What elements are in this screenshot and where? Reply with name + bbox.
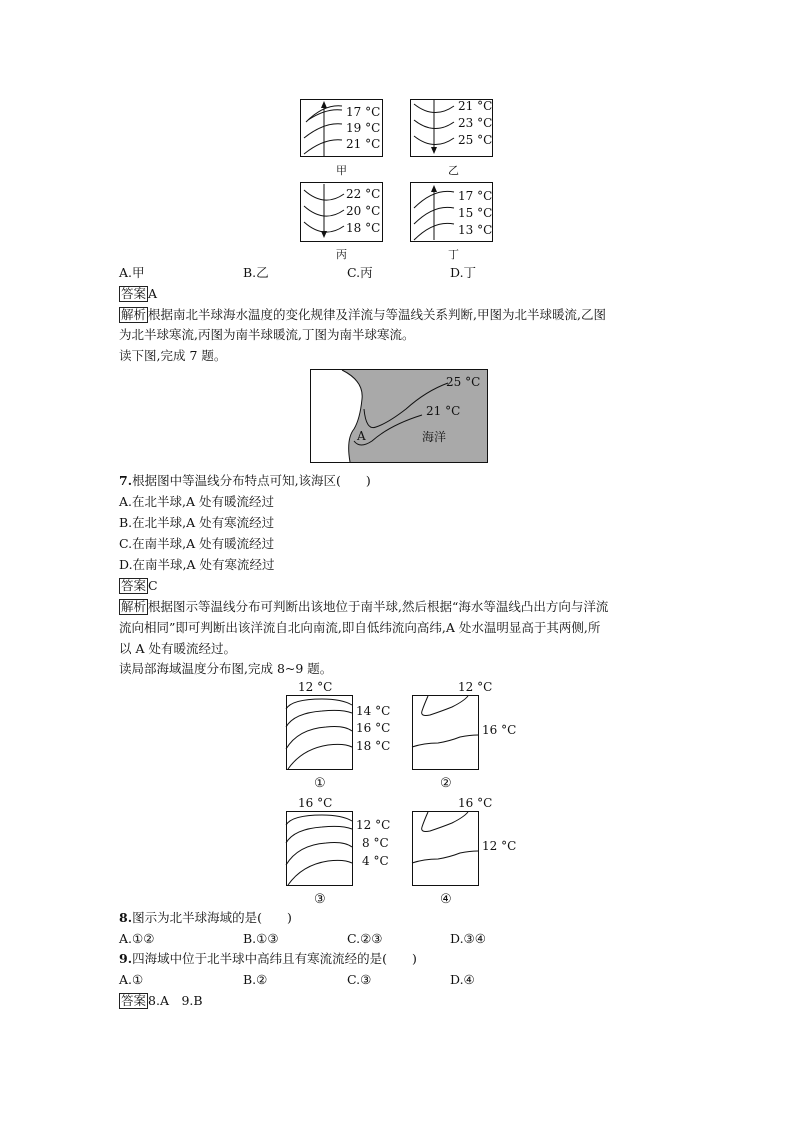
q9-option-c: C.③ (347, 972, 372, 987)
q6-option-c: C.丙 (347, 265, 373, 280)
q7-analysis-line1 (119, 599, 608, 615)
q7-option-c: C.在南半球,A 处有暖流经过 (119, 536, 275, 551)
q9-stem (119, 951, 417, 967)
m4-caption: ④ (440, 892, 452, 907)
m2-top: 12 °C (458, 680, 493, 694)
sea-label: 海洋 (422, 430, 447, 444)
m1-iso-2: 16 °C (356, 721, 391, 735)
analysis-label: 解析 (121, 307, 147, 322)
bing-iso-1: 22 °C (346, 187, 381, 201)
sea-area-4-diagram (408, 795, 538, 907)
yi-iso-3: 25 °C (458, 133, 493, 147)
answer-value: 8.A 9.B (148, 993, 203, 1008)
intro-q7: 读下图,完成 7 题。 (119, 348, 227, 363)
m2-iso-1: 16 °C (482, 723, 517, 737)
m1-iso-1: 14 °C (356, 704, 391, 718)
q8-option-b: B.①③ (243, 931, 279, 946)
q7-analysis-line3: 以 A 处有暖流经过。 (119, 641, 236, 656)
sea-area-3-diagram (282, 795, 412, 907)
q6-option-a: A.甲 (119, 265, 145, 280)
q8-option-a: A.①② (119, 931, 155, 946)
ding-iso-3: 13 °C (458, 223, 493, 237)
sea-area-1 (282, 679, 412, 791)
m3-caption: ③ (314, 892, 326, 907)
sea-area-2-diagram (408, 679, 538, 791)
m3-iso-1: 12 °C (356, 818, 391, 832)
m4-top: 16 °C (458, 796, 493, 810)
ding-iso-1: 17 °C (458, 189, 493, 203)
sea-area-1-diagram (282, 679, 412, 791)
analysis-text: 根据图示等温线分布可判断出该地位于南半球,然后根据“海水等温线凸出方向与洋流 (148, 599, 609, 614)
q7-option-a: A.在北半球,A 处有暖流经过 (119, 494, 274, 509)
sea-area-4 (408, 795, 538, 907)
answer-value: C (148, 578, 158, 593)
analysis-label: 解析 (121, 599, 147, 614)
m2-caption: ② (440, 776, 452, 791)
q7-answer (119, 578, 158, 594)
jia-iso-1: 17 °C (346, 105, 381, 119)
analysis-text: 根据南北半球海水温度的变化规律及洋流与等温线关系判断,甲图为北半球暖流,乙图 (148, 307, 606, 322)
q9-number: 9. (119, 951, 133, 966)
ding-iso-2: 15 °C (458, 206, 493, 220)
isotherm-figure-jia (300, 98, 390, 178)
answer-label: 答案 (121, 578, 147, 593)
q7-stem (119, 473, 371, 489)
q6-option-b: B.乙 (243, 265, 269, 280)
jia-iso-3: 21 °C (346, 137, 381, 151)
isotherm-figure-ding (410, 182, 500, 264)
q8-stem (119, 910, 292, 926)
iso-21: 21 °C (426, 404, 461, 418)
bing-iso-2: 20 °C (346, 204, 381, 218)
q6-analysis-line2: 为北半球寒流,丙图为南半球暖流,丁图为南半球寒流。 (119, 327, 415, 342)
isotherm-figure-yi (410, 98, 500, 178)
sea-area-2 (408, 679, 538, 791)
yi-diagram (410, 98, 500, 178)
bing-iso-3: 18 °C (346, 221, 381, 235)
q8-text: 图示为北半球海域的是( ) (132, 910, 292, 925)
m3-iso-3: 4 °C (362, 854, 389, 868)
q8-option-d: D.③④ (450, 931, 486, 946)
iso-25: 25 °C (446, 375, 481, 389)
q9-option-d: D.④ (450, 972, 475, 987)
yi-iso-1: 21 °C (458, 99, 493, 113)
q7-option-b: B.在北半球,A 处有寒流经过 (119, 515, 275, 530)
m4-iso-1: 12 °C (482, 839, 517, 853)
q7-number: 7. (119, 473, 133, 488)
ding-caption: 丁 (448, 248, 459, 261)
jia-diagram (300, 98, 390, 178)
q7-option-d: D.在南半球,A 处有寒流经过 (119, 557, 275, 572)
q8-number: 8. (119, 910, 133, 925)
yi-iso-2: 23 °C (458, 116, 493, 130)
m1-caption: ① (314, 776, 326, 791)
intro-q8-9: 读局部海域温度分布图,完成 8~9 题。 (119, 661, 333, 676)
answer-label: 答案 (121, 993, 147, 1008)
ocean-map (310, 369, 490, 464)
bing-caption: 丙 (336, 248, 347, 261)
point-a: A (357, 429, 366, 443)
q7-analysis-line2: 流向相同”即可判断出该洋流自北向南流,即自低纬流向高纬,A 处水温明显高于其两侧,所 (119, 620, 601, 635)
q9-option-b: B.② (243, 972, 268, 987)
answer-label: 答案 (121, 286, 147, 301)
q9-text: 四海域中位于北半球中高纬且有寒流流经的是( ) (132, 951, 417, 966)
q6-analysis-line1 (119, 307, 606, 323)
q9-option-a: A.① (119, 972, 144, 987)
answer-8-9 (119, 993, 203, 1009)
m3-top: 16 °C (298, 796, 333, 810)
ocean-map-figure (310, 369, 490, 464)
q7-text: 根据图中等温线分布特点可知,该海区( ) (132, 473, 371, 488)
ding-diagram (410, 182, 500, 264)
q8-option-c: C.②③ (347, 931, 383, 946)
q6-answer (119, 286, 157, 302)
isotherm-figure-bing (300, 182, 390, 264)
m1-top: 12 °C (298, 680, 333, 694)
sea-area-3 (282, 795, 412, 907)
m1-iso-3: 18 °C (356, 739, 391, 753)
answer-value: A (148, 286, 158, 301)
jia-caption: 甲 (336, 164, 347, 177)
yi-caption: 乙 (448, 164, 459, 177)
q6-option-d: D.丁 (450, 265, 477, 280)
m3-iso-2: 8 °C (362, 836, 389, 850)
jia-iso-2: 19 °C (346, 121, 381, 135)
bing-diagram (300, 182, 390, 264)
